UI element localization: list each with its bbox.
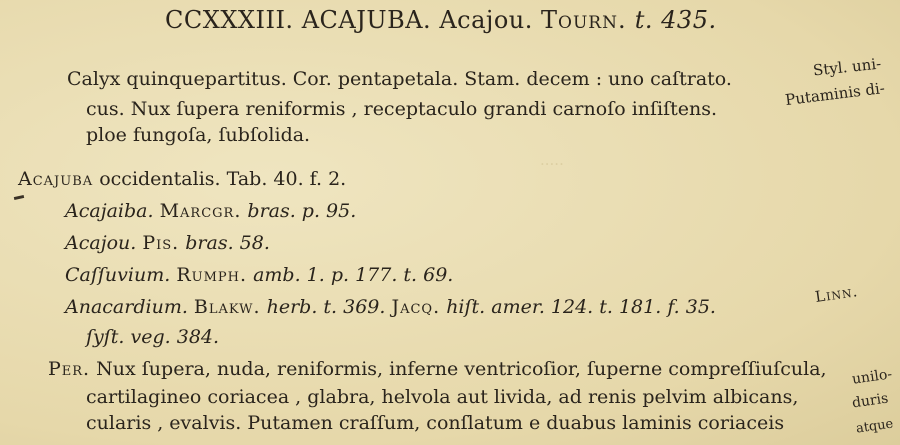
synonym-line-2: Acajou. Pis. bras. 58. [65, 232, 270, 254]
description-line-3: ploe fungoſa, ſubſolida. [86, 124, 311, 146]
common-name: Acajou. [439, 6, 533, 34]
synonym-line-4-tail: Linn. [813, 282, 860, 306]
synonym-line-1: Acajaiba. Marcgr. bras. p. 95. [65, 200, 357, 222]
page-header [165, 8, 717, 32]
margin-mark [14, 195, 24, 200]
author-abbrev: Tourn. [541, 6, 627, 34]
description-line-2-tail: Putaminis di- [784, 78, 886, 110]
header-ref: t. 435. [634, 6, 717, 34]
species-heading [18, 170, 346, 189]
species-ref: Tab. 40. f. 2. [226, 168, 347, 190]
pericarp-line-2: cartilagineo coriacea , glabra, helvola aut livida, ad renis pelvim albicans, [86, 386, 799, 408]
pericarp-line-1: Per. Nux ſupera, nuda, reniformis, inferne ventricoſior, ſuperne compreſſiuſcula, [48, 358, 827, 380]
chapter-number: CCXXXIII. [165, 6, 294, 34]
pericarp-line-4-tail: atque [855, 416, 895, 437]
pericarp-line-3-tail: duris [851, 390, 890, 412]
genus-name: ACAJUBA. [301, 6, 432, 34]
species-epithet: occidentalis. [99, 168, 221, 190]
species-genus: Acajuba [18, 168, 94, 190]
synonym-line-3: Caſſuvium. Rumph. amb. 1. p. 177. t. 69. [65, 264, 454, 286]
synonym-line-4: Anacardium. Blakw. herb. t. 369. Jacq. hiſt. amer. 124. t. 181. f. 35. [65, 296, 716, 318]
description-line-1: Calyx quinquepartitus. Cor. pentapetala. Stam. decem : uno caſtrato. [67, 68, 732, 90]
pericarp-label: Per. [48, 358, 91, 380]
description-line-2: cus. Nux ſupera reniformis , receptaculo grandi carnoſo inſiſtens. [86, 98, 718, 120]
description-line-1-tail: Styl. uni- [812, 54, 883, 80]
bleed-through-text: ····· [540, 155, 564, 173]
synonym-line-4-cont: ſyſt. veg. 384. [86, 326, 220, 348]
pericarp-line-3: cularis , evalvis. Putamen craſſum, conſlatum e duabus laminis coriaceis [86, 412, 785, 434]
pericarp-line-2-tail: unilo- [851, 366, 894, 388]
